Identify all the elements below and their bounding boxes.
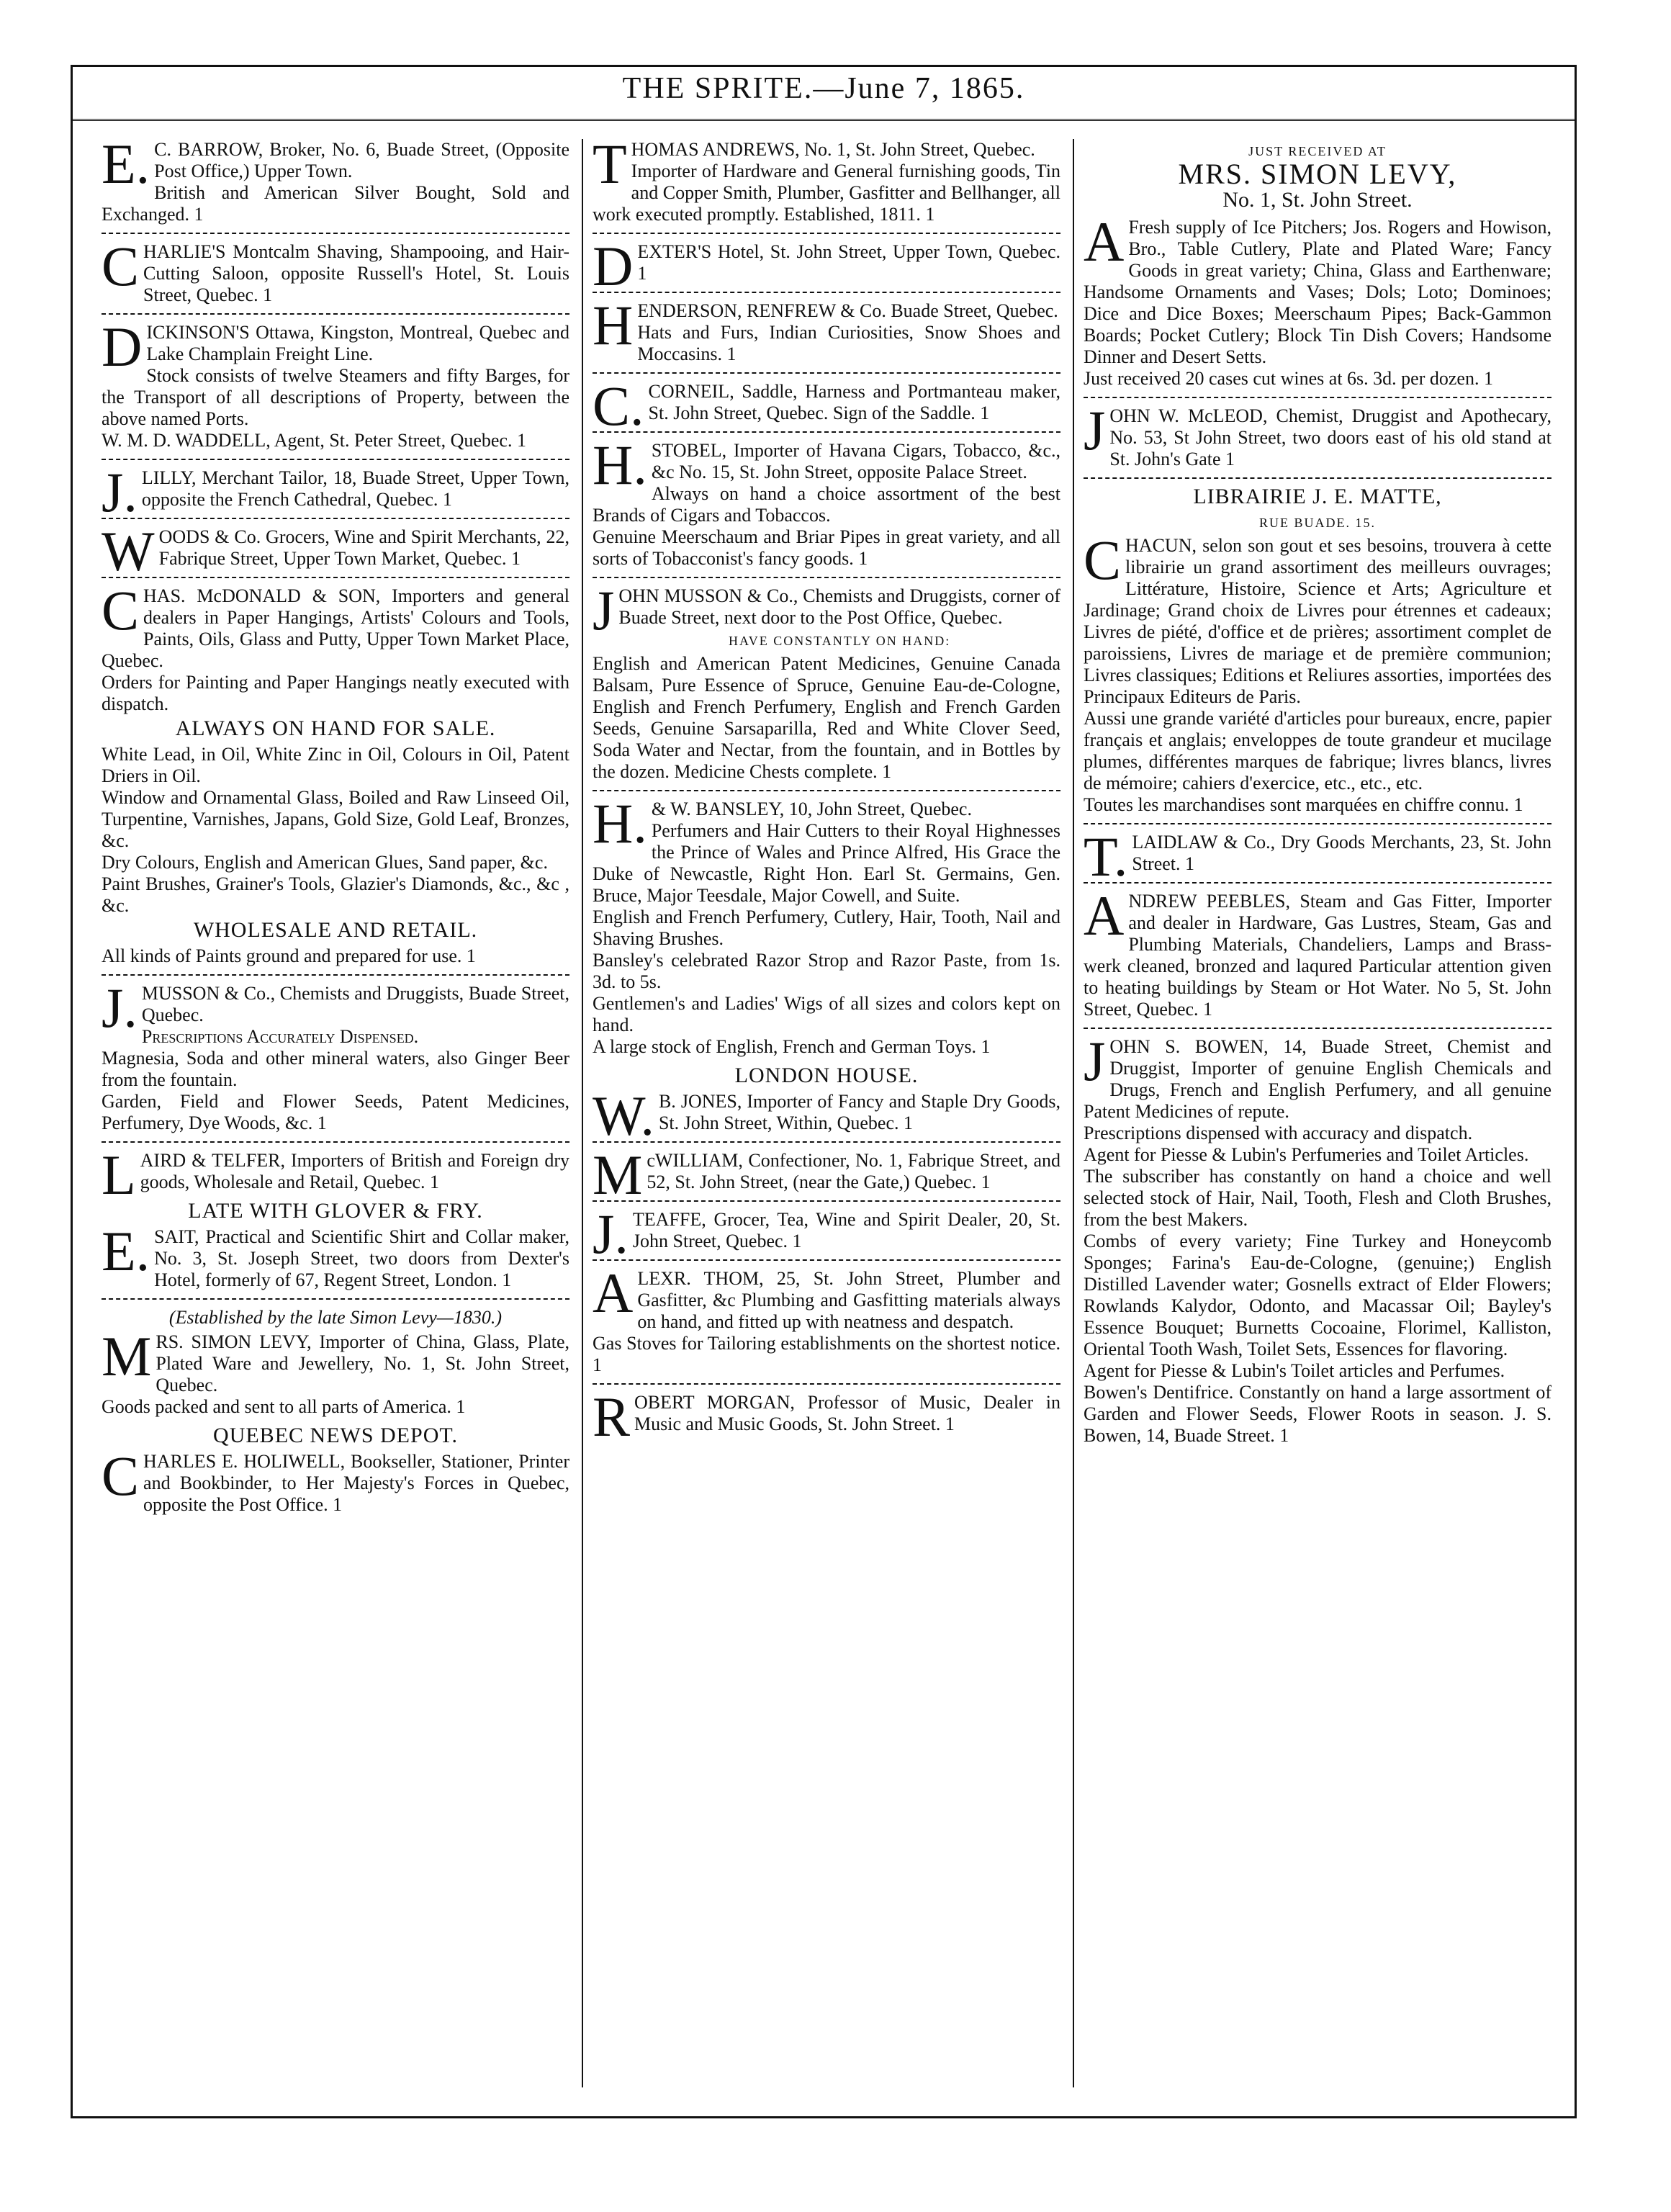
ad-barrow — [102, 139, 569, 225]
ad-text: Importer of Hardware and General furnishing goods, Tin and Copper Smith, Plumber, Gasfitter and Bellhanger, all work executed promptly. Established, 1811. 1 — [593, 161, 1060, 225]
ad-text: English and French Perfumery, Cutlery, Hair, Tooth, Nail and Shaving Brushes. — [593, 907, 1060, 949]
separator — [102, 1141, 569, 1143]
ad-text: White Lead, in Oil, White Zinc in Oil, Colours in Oil, Patent Driers in Oil. — [102, 744, 569, 786]
ad-laidlaw — [1084, 825, 1551, 888]
ad-text: Agent for Piesse & Lubin's Toilet articles and Perfumes. — [1084, 1360, 1505, 1381]
section-heading: LIBRAIRIE J. E. MATTE, — [1193, 485, 1442, 508]
ad-text: HENDERSON, RENFREW & Co. Buade Street, Quebec. — [593, 294, 1058, 356]
ad-text: McWILLIAM, Confectioner, No. 1, Fabrique Street, and 52, St. John Street, (near the Gate,) Quebec. 1 — [593, 1143, 1060, 1206]
ad-holiwell — [102, 1444, 569, 1516]
ad-text: Gas Stoves for Tailoring establishments on the shortest notice. 1 — [593, 1333, 1060, 1375]
ad-text: JOHN MUSSON & Co., Chemists and Druggists, corner of Buade Street, next door to the Post Office, Quebec. — [593, 579, 1060, 642]
ad-text: Bowen's Dentifrice. Constantly on hand a large assortment of Garden and Flower Seeds, Flower Roots in season. J. S. Bowen, 14, Buade Street. 1 — [1084, 1382, 1551, 1446]
ad-thom — [593, 1262, 1060, 1376]
separator — [102, 518, 569, 519]
separator — [102, 233, 569, 234]
ad-text: JOHN S. BOWEN, 14, Buade Street, Chemist and Druggist, Importer of genuine English Chemicals and Drugs, French and English Perfumery, and all genuine Patent Medicines of repute. — [1084, 1030, 1551, 1122]
ad-text: Bansley's celebrated Razor Strop and Razor Paste, from 1s. 3d. to 5s. — [593, 950, 1060, 992]
separator — [102, 974, 569, 976]
ad-text: Hats and Furs, Indian Curiosities, Snow Shoes and Moccasins. 1 — [637, 322, 1060, 364]
page-title: THE SPRITE.—June 7, 1865. — [622, 72, 1025, 105]
newspaper-page — [71, 65, 1577, 2118]
column-divider — [1073, 139, 1074, 2087]
ad-henderson — [593, 294, 1060, 365]
section-heading: QUEBEC NEWS DEPOT. — [213, 1424, 458, 1447]
ad-text: DICKINSON'S Ottawa, Kingston, Montreal, Quebec and Lake Champlain Freight Line. — [102, 315, 569, 378]
section-subheading: HAVE CONSTANTLY ON HAND: — [729, 634, 951, 648]
ad-text: CHACUN, selon son gout et ses besoins, trouvera à cette librairie un grand assortiment des meilleurs ouvrages; Littérature, Histoire, Science et Arts; Agriculture et Jardinage; Grand choix de Livres pour étrennes et cadeaux; Livres de piété, d'office et de prières; assortiment complet de paroissiens, Livres de mariage et de première communion; Livres classiques; Editions et Reliures assorties, importées des Principaux Editeurs de Paris. — [1084, 529, 1551, 707]
separator — [593, 372, 1060, 374]
ad-jmusson — [593, 579, 1060, 783]
ad-matte — [1084, 529, 1551, 816]
ad-text: JOHN W. McLEOD, Chemist, Druggist and Apothecary, No. 53, St John Street, two doors east of his old stand at St. John's Gate 1 — [1084, 399, 1551, 469]
separator — [102, 313, 569, 315]
separator — [593, 1200, 1060, 1202]
separator — [1084, 823, 1551, 824]
ad-text: J.TEAFFE, Grocer, Tea, Wine and Spirit Dealer, 20, St. John Street, Quebec. 1 — [593, 1202, 1060, 1265]
ad-text: T.LAIDLAW & Co., Dry Goods Merchants, 23, St. John Street. 1 — [1084, 825, 1551, 888]
separator — [593, 1141, 1060, 1143]
section-heading: WHOLESALE AND RETAIL. — [193, 918, 478, 942]
column-2 — [593, 139, 1060, 2087]
established-note: (Established by the late Simon Levy—1830.) — [168, 1307, 503, 1328]
ad-stobel — [593, 433, 1060, 570]
separator — [102, 577, 569, 578]
ad-text: ANDREW PEEBLES, Steam and Gas Fitter, Importer and dealer in Hardware, Gas Lustres, Steam, Gas and Plumbing Materials, Chandeliers, Lamps and Brass-werk cleaned, bronzed and laqured Particular attention given to heating buildings by Steam or Hot Water. No 5, St. John Street, Quebec. 1 — [1084, 884, 1551, 1020]
ad-laird — [102, 1143, 569, 1206]
separator — [593, 233, 1060, 234]
separator — [1084, 882, 1551, 884]
ad-text: Genuine Meerschaum and Briar Pipes in great variety, and all sorts of Tobacconist's fancy goods. 1 — [593, 526, 1060, 569]
ad-text: Garden, Field and Flower Seeds, Patent Medicines, Perfumery, Dye Woods, &c. 1 — [102, 1091, 569, 1133]
ad-text: CHARLES E. HOLIWELL, Bookseller, Stationer, Printer and Bookbinder, to Her Majesty's Forces in Quebec, opposite the Post Office. 1 — [102, 1444, 569, 1515]
ad-levy-fresh — [1084, 210, 1551, 390]
ad-text: A large stock of English, French and German Toys. 1 — [593, 1036, 991, 1057]
ad-text: CHAS. McDONALD & SON, Importers and general dealers in Paper Hangings, Artists' Colours and Tools, Paints, Oils, Glass and Putty, Upper Town Market Place, Quebec. — [102, 579, 569, 671]
ad-text: DEXTER'S Hotel, St. John Street, Upper Town, Quebec. 1 — [593, 235, 1060, 297]
ad-text: ALEXR. THOM, 25, St. John Street, Plumber and Gasfitter, &c Plumbing and Gasfitting materials always on hand, and fitted up with neatness and despatch. — [593, 1262, 1060, 1332]
section-subheading: RUE BUADE. 15. — [1259, 516, 1376, 530]
ad-text: MRS. SIMON LEVY, Importer of China, Glass, Plate, Plated Ware and Jewellery, No. 1, St. John Street, Quebec. — [102, 1325, 569, 1395]
ad-text: Goods packed and sent to all parts of America. 1 — [102, 1396, 466, 1417]
ad-text: THOMAS ANDREWS, No. 1, St. John Street, Quebec. — [593, 139, 1035, 195]
ad-text: WOODS & Co. Grocers, Wine and Spirit Merchants, 22, Fabrique Street, Upper Town Market, Quebec. 1 — [102, 520, 569, 583]
separator — [1084, 477, 1551, 479]
section-heading: MRS. SIMON LEVY, — [1178, 158, 1457, 190]
ad-mcwilliam — [593, 1143, 1060, 1206]
ad-text: British and American Silver Bought, Sold and Exchanged. 1 — [102, 182, 569, 225]
ad-text: All kinds of Paints ground and prepared for use. 1 — [102, 945, 476, 966]
ad-text: Magnesia, Soda and other mineral waters, also Ginger Beer from the fountain. — [102, 1048, 569, 1090]
ad-text: J.MUSSON & Co., Chemists and Druggists, Buade Street, Quebec. — [102, 976, 569, 1039]
ad-text: C.CORNEIL, Saddle, Harness and Portmanteau maker, St. John Street, Quebec. Sign of the Saddle. 1 — [593, 374, 1060, 437]
separator — [593, 292, 1060, 293]
ad-text: Prescriptions dispensed with accuracy and dispatch. — [1084, 1123, 1473, 1143]
ad-charlie — [102, 235, 569, 306]
ad-text: Stock consists of twelve Steamers and fifty Barges, for the Transport of all descriptions of Property, between the above named Ports. — [102, 365, 569, 429]
ad-text: W. M. D. WADDELL, Agent, St. Peter Street, Quebec. 1 — [102, 430, 526, 451]
section-heading: LONDON HOUSE. — [734, 1064, 919, 1087]
ad-text: W.B. JONES, Importer of Fancy and Staple Dry Goods, St. John Street, Within, Quebec. 1 — [593, 1084, 1060, 1147]
ad-morgan — [593, 1385, 1060, 1448]
separator — [102, 1298, 569, 1300]
address-line: No. 1, St. John Street. — [1222, 188, 1413, 212]
ad-corneil — [593, 374, 1060, 437]
ad-text: Perfumers and Hair Cutters to their Royal Highnesses the Prince of Wales and Prince Alfred, His Grace the Duke of Newcastle, Right Hon. Earl St. Germains, Gen. Bruce, Major Teesdale, Major Cowell, and Suite. — [593, 820, 1060, 906]
separator — [102, 459, 569, 460]
separator — [1084, 1028, 1551, 1029]
ad-bansley — [593, 792, 1060, 1058]
column-3 — [1084, 139, 1551, 2087]
ad-dickinson — [102, 315, 569, 451]
ad-text: Prescriptions Accurately Dispensed. — [141, 1026, 419, 1047]
section-heading: LATE WITH GLOVER & FRY. — [188, 1199, 483, 1223]
ad-text: H.STOBEL, Importer of Havana Cigars, Tobacco, &c., &c No. 15, St. John Street, opposite Palace Street. — [593, 433, 1060, 496]
ad-text: J.LILLY, Merchant Tailor, 18, Buade Street, Upper Town, opposite the French Cathedral, Quebec. 1 — [102, 461, 569, 523]
section-subheading: JUST RECEIVED AT — [1248, 144, 1387, 158]
ad-andrews — [593, 139, 1060, 225]
title-rule — [73, 119, 1575, 121]
ad-text: Just received 20 cases cut wines at 6s. 3d. per dozen. 1 — [1084, 368, 1493, 389]
ad-jones — [593, 1084, 1060, 1147]
ad-text: Window and Ornamental Glass, Boiled and Raw Linseed Oil, Turpentine, Varnishes, Japans, Gold Size, Gold Leaf, Bronzes, &c. — [102, 787, 569, 851]
ad-text: Toutes les marchandises sont marquées en chiffre connu. 1 — [1084, 794, 1523, 815]
ad-dexter — [593, 235, 1060, 297]
ad-mcdonald — [102, 579, 569, 967]
ad-musson — [102, 976, 569, 1134]
ad-text: Paint Brushes, Grainer's Tools, Glazier's Diamonds, &c., &c , &c. — [102, 873, 569, 916]
separator — [593, 431, 1060, 433]
ad-levy — [102, 1325, 569, 1418]
ad-text: CHARLIE'S Montcalm Shaving, Shampooing, and Hair-Cutting Saloon, opposite Russell's Hotel, St. Louis Street, Quebec. 1 — [102, 235, 569, 305]
ad-text: Agent for Piesse & Lubin's Perfumeries and Toilet Articles. — [1084, 1144, 1529, 1165]
separator — [593, 790, 1060, 791]
ad-text: E.C. BARROW, Broker, No. 6, Buade Street, (Opposite Post Office,) Upper Town. — [102, 139, 569, 195]
ad-text: H.& W. BANSLEY, 10, John Street, Quebec. — [593, 792, 972, 855]
column-divider — [582, 139, 583, 2087]
ad-mcleod — [1084, 399, 1551, 470]
ad-peebles — [1084, 884, 1551, 1020]
ad-sait — [102, 1220, 569, 1291]
column-1 — [102, 139, 569, 2087]
ad-lilly — [102, 461, 569, 523]
ad-text: English and American Patent Medicines, Genuine Canada Balsam, Pure Essence of Spruce, Genuine Eau-de-Cologne, English and French Perfumery, English and French Garden Seeds, Genuine Sarsaparilla, Red and White Clover Seed, Soda Water and Nectar, from the fountain, and in Bottles by the dozen. Medicine Chests complete. 1 — [593, 653, 1060, 782]
ad-text: Orders for Painting and Paper Hangings neatly executed with dispatch. — [102, 672, 569, 714]
ad-text: ROBERT MORGAN, Professor of Music, Dealer in Music and Music Goods, St. John Street. 1 — [593, 1385, 1060, 1448]
ad-teaffe — [593, 1202, 1060, 1265]
ad-text: Dry Colours, English and American Glues, Sand paper, &c. — [102, 852, 548, 873]
separator — [1084, 397, 1551, 398]
ad-text: Combs of every variety; Fine Turkey and Honeycomb Sponges; Farina's Eau-de-Cologne, (genuine;) English Distilled Lavender water; Gosnells extract of Elder Flowers; Rowlands Kalydor, Odonto, and Macassar Oil; Bayley's Essence Bouquet; Burnetts Cocoaine, Florimel, Kalliston, Oriental Tooth Wash, Toilet Sets, Essences for flavoring. — [1084, 1231, 1551, 1359]
separator — [593, 1259, 1060, 1261]
separator — [593, 577, 1060, 578]
ad-text: Gentlemen's and Ladies' Wigs of all sizes and colors kept on hand. — [593, 993, 1060, 1035]
ad-text: AFresh supply of Ice Pitchers; Jos. Rogers and Howison, Bro., Table Cutlery, Plate and Plated Ware; Fancy Goods in great variety; China, Glass and Earthenware; Handsome Ornaments and Vases; Dols; Loto; Dominoes; Dice and Dice Boxes; Meerschaum Pipes; Back-Gammon Boards; Pocket Cutlery; Block Tin Dish Covers; Handsome Dinner and Desert Setts. — [1084, 210, 1551, 367]
ad-text: The subscriber has constantly on hand a choice and well selected stock of Hair, Nail, Tooth, Flesh and Cloth Brushes, from the best Makers. — [1084, 1166, 1551, 1230]
ad-text: E.SAIT, Practical and Scientific Shirt and Collar maker, No. 3, St. Joseph Street, two doors from Dexter's Hotel, formerly of 67, Regent Street, London. 1 — [102, 1220, 569, 1290]
ad-bowen — [1084, 1030, 1551, 1447]
separator — [593, 1383, 1060, 1385]
ad-text: Always on hand a choice assortment of the best Brands of Cigars and Tobaccos. — [593, 483, 1060, 526]
section-heading: ALWAYS ON HAND FOR SALE. — [175, 716, 496, 740]
ad-woods — [102, 520, 569, 583]
ad-text: LAIRD & TELFER, Importers of British and Foreign dry goods, Wholesale and Retail, Quebec. 1 — [102, 1143, 569, 1206]
ad-text: Aussi une grande variété d'articles pour bureaux, encre, papier français et anglais; enveloppes de toute grandeur et mucilage plumes, différentes marques de fabrique; livres blancs, livres de mémoire; cahiers d'exercice, etc., etc., etc. — [1084, 708, 1551, 793]
